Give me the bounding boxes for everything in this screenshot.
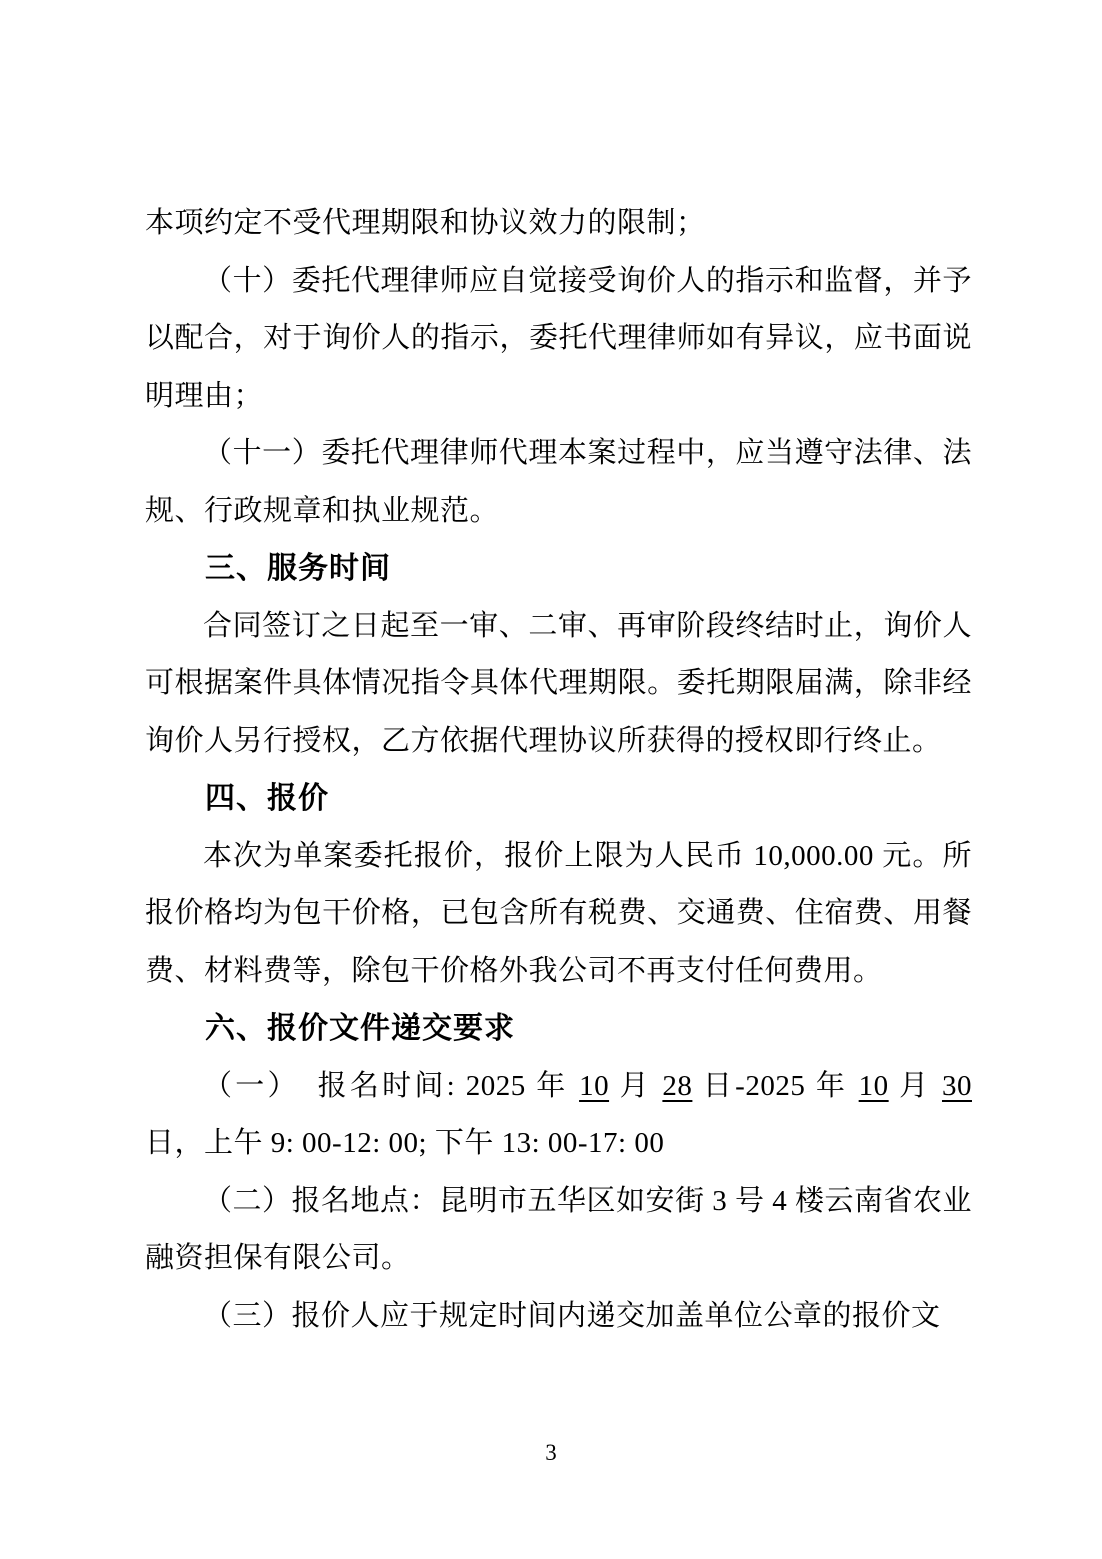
- paragraph-quotation: 本次为单案委托报价，报价上限为人民币 10,000.00 元。所报价格均为包干价格，已包含所有税费、交通费、住宿费、用餐费、材料费等，除包干价格外我公司不再支付任何费用。: [145, 839, 972, 987]
- paragraph-signup-place: （二）报名地点：昆明市五华区如安街 3 号 4 楼云南省农业融资担保有限公司。: [145, 1184, 973, 1274]
- text-run: 月: [609, 1069, 663, 1102]
- text-run: （一） 报名时间: 2025 年: [203, 1069, 580, 1102]
- section-heading-service-time: 三、服务时间: [205, 552, 391, 585]
- paragraph-item-10: （十）委托代理律师应自觉接受询价人的指示和监督，并予以配合，对于询价人的指示，委托代理律师如有异议，应书面说明理由；: [145, 264, 972, 412]
- paragraph-signup-time: [145, 1058, 972, 1173]
- underlined-date-value: 10: [579, 1069, 610, 1102]
- text-run: 日，上午 9: 00-12: 00; 下午 13: 00-17: 00: [145, 1127, 665, 1159]
- text-run: 月: [888, 1069, 942, 1102]
- paragraph-item-3-partial: （三）报价人应于规定时间内递交加盖单位公章的报价文: [203, 1299, 941, 1332]
- text-run: 日-2025 年: [692, 1069, 859, 1102]
- section-heading-submission-requirements: 六、报价文件递交要求: [205, 1012, 515, 1045]
- paragraph-item-11: （十一）委托代理律师代理本案过程中，应当遵守法律、法规、行政规章和执业规范。: [145, 437, 972, 527]
- underlined-date-value: 10: [858, 1069, 889, 1102]
- page-number: 3: [545, 1440, 557, 1465]
- paragraph-carryover-clause: 本项约定不受代理期限和协议效力的限制；: [145, 207, 706, 239]
- document-body: [145, 195, 972, 1345]
- underlined-date-value: 28: [662, 1069, 693, 1102]
- underlined-date-value: 30: [941, 1069, 972, 1102]
- section-heading-quotation: 四、报价: [205, 782, 329, 815]
- paragraph-service-time: 合同签订之日起至一审、二审、再审阶段终结时止，询价人可根据案件具体情况指令具体代理期限。委托期限届满，除非经询价人另行授权，乙方依据代理协议所获得的授权即行终止。: [145, 609, 972, 757]
